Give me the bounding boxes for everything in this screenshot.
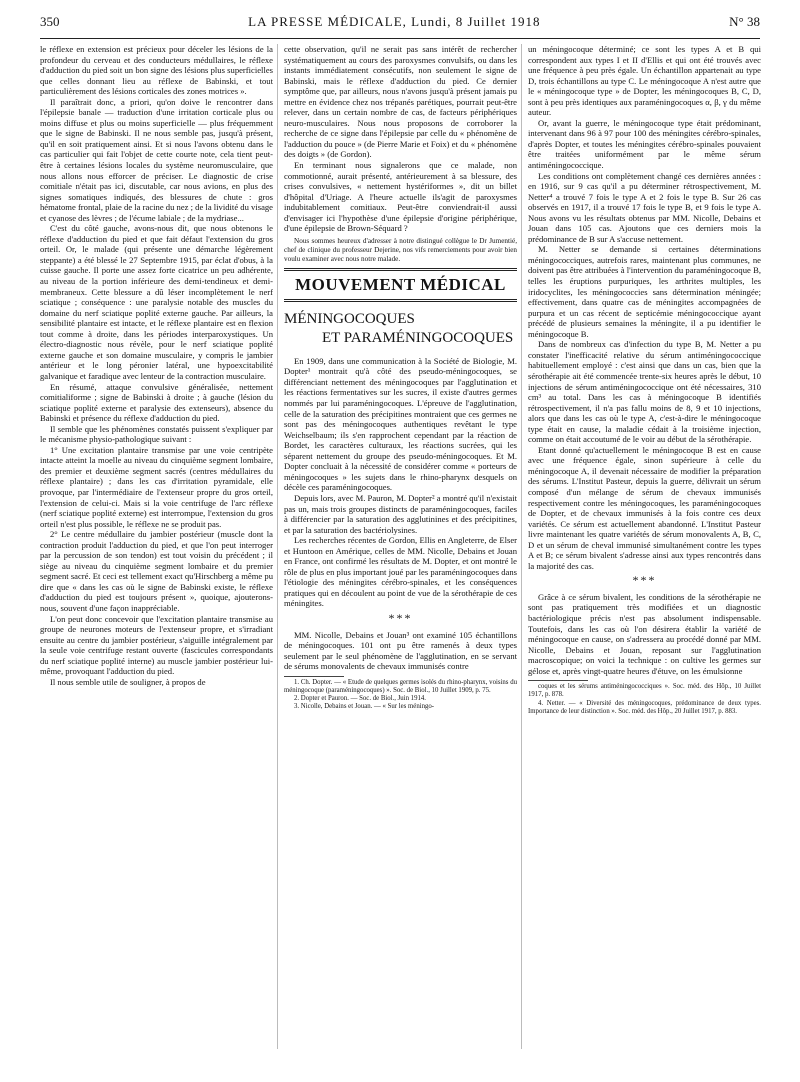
- paragraph: Depuis lors, avec M. Pauron, M. Dopter² a montré qu'il n'existait pas un, mais trois groupes distincts de paraméningocoques, faciles à différencier par la saturation des agglutinines et des précipitines, et par la saturation des bactériolysines.: [284, 492, 517, 535]
- section-title: MOUVEMENT MÉDICAL: [284, 268, 517, 302]
- article-title-line1: MÉNINGOCOQUES: [284, 310, 415, 327]
- acknowledgement: Nous sommes heureux d'adresser à notre distingué collègue le Dr Jumentié, chef de clinique du professeur Dejerine, nos vifs remerciements pour avoir bien voulu examiner avec nous notre malade.: [284, 236, 517, 263]
- column-divider: [277, 44, 278, 1049]
- paragraph: En résumé, attaque convulsive généralisée, nettement comitialiforme ; signe de Babinski à droite ; à gauche (lésion du sciatique poplité externe et paralysie des extenseurs), absence du Babinski et présence du réflexe d'adduction du pied.: [40, 381, 273, 424]
- article-title: [284, 310, 517, 348]
- paragraph: C'est du côté gauche, avons-nous dit, que nous obtenons le réflexe d'adduction du pied et que fait défaut l'extension du gros orteil. Or, le malade (qui présente une démarche légèrement steppante) a été blessé le 27 Septembre 1915, par éclat d'obus, à la cuisse gauche. Il porte une assez forte cicatrice un peu adhérente, au niveau de la portion inférieure des demi-tendineux et demi-membraneux. Cette blessure a dû léser incomplètement le nerf sciatique ; conséquence : une paralysie notable des muscles du domaine du nerf sciatique poplité externe gauche. Par ailleurs, la sensibilité plantaire est intacte, et le réflexe plantaire est en flexion tout comme à droite, dans les périodes interparoxystiques. Un électro-diagnostic nous révèle, pour le nerf sciatique poplité externe gauche et son domaine musculaire, y compris le jambier antérieur et le long péronier latéral, une hypoexcitabilité galvanique et faradique avec lenteur de la contraction musculaire.: [40, 223, 273, 381]
- column-1: [40, 44, 273, 687]
- paragraph: En 1909, dans une communication à la Société de Biologie, M. Dopter¹ montrait qu'à côté des pseudo-méningocoques, se différenciant nettement des méningocoques par l'agglutination et les réactions fermentatives sur les sucres, il existe d'autres germes nommés par lui paraméningocoques. L'épreuve de l'agglutination, celle de la saturation des précipitines montraient que ces germes ne sont pas des méningocoques authentiques revêtant le type Weichselbaum; ils s'en rapprochent cependant par la réaction de Bordet, les caractères culturaux, les réactions sucrées, qui les séparent nettement du groupe des pseudo-méningocoques. Et M. Dopter concluait à la nécessité de considérer comme « porteurs de méningocoques » les sujets dans le rhino-pharynx desquels on décèle ces paraméningocoques.: [284, 355, 517, 493]
- footnote: 3. Nicolle, Debains et Jouan. — « Sur les méningo-: [294, 703, 435, 711]
- footnote: 4. Netter. — « Diversité des méningocoques, prédominance de deux types. Importance de leur distinction ». Soc. méd. des Hôp., 20 Juillet 1917, p. 883.: [528, 699, 761, 715]
- footnote: coques et les sérums antiméningococciques ». Soc. méd. des Hôp., 10 Juillet 1917, p. 878.: [528, 683, 761, 699]
- paragraph: Les recherches récentes de Gordon, Ellis en Angleterre, de Elser et Huntoon en Amérique, celles de MM. Nicolle, Debains et Jouan en France, ont confirmé les résultats de M. Dopter, et ont montré le rôle de plus en plus important joué par les paraméningocoques dans l'étiologie des méningites cérébro-spinales, et les conséquences pratiques qui en découlent au point de vue de la sérothérapie de ces méningites.: [284, 535, 517, 609]
- paragraph: En terminant nous signalerons que ce malade, non commotionné, aurait présenté, antérieurement à sa blessure, des crises convulsives, « nettement hystériformes », dit un billet d'hôpital d'Uriage. A l'heure actuelle ils'agit de paroxysmes indubitablement comitiaux. Peut-être conviendrait-il aussi d'envisager ici l'hypothèse d'une épilepsie d'origine périphérique, d'une épilepsie de Brown-Séquard ?: [284, 160, 517, 234]
- paragraph: Il paraîtrait donc, a priori, qu'on doive le rencontrer dans l'épilepsie banale — traduction d'une irritation corticale plus ou moins diffuse et plus ou moins superficielle — plus fréquemment que le signe de Babinski. Il ne nous semble pas, jusqu'à présent, qu'il en soit pratiquement ainsi. Et si nous l'avons obtenu dans le cas particulier qui fait l'objet de cette courte note, cela tient peut-être à certaines lésions locales du système neuromusculaire, que nous allons nous efforcer de préciser. Le diagnostic de crise comitiale n'était pas ici, discutable, car nous avions, en plus des signes somatiques indiqués, des blessures de chute : gros hématome frontal, plaie de la racine du nez ; de la lividité du visage et cyanose des lèvres ; de l'écume labiale ; de la mydriase...: [40, 96, 273, 223]
- footnote: 2. Dopter et Pauron. — Soc. de Biol., Juin 1914.: [294, 695, 426, 703]
- paragraph: le réflexe en extension est précieux pour déceler les lésions de la profondeur du cerveau et des conducteurs médullaires, le réflexe d'adduction du pied soit un bon signe des lésions plus superficielles que celles donnant lieu au réflexe de Babinski, et tout particulièrement des lésions corticales des zones motrices ».: [40, 44, 273, 97]
- paragraph: Il semble que les phénomènes constatés puissent s'expliquer par le mécanisme physio-pathologique suivant :: [40, 423, 273, 445]
- column-3: [528, 44, 761, 716]
- paragraph: Or, avant la guerre, le méningocoque type était prédominant, intervenant dans 96 à 97 pour 100 des méningites cérébro-spinales, d'après Dopter, et toutes les méningites cérébro-spinales pouvaient être traitées uniformément par le même sérum antiméningococcique.: [528, 117, 761, 171]
- paragraph: 2° Le centre médullaire du jambier postérieur (muscle dont la contraction produit l'adduction du pied, et que l'on peut interroger par la percussion de son tendon) est tout voisin du précédent ; il siège au niveau du cinquième segment lombaire et du premier segment sacré. Et ceci est tellement exact qu'Hirschberg a même pu dire que « dans les cas où le signe de Babinski existe, le réflexe d'adduction du pied est toujours présent », quoique, ajouterons-nous, souvent d'une façon inappréciable.: [40, 529, 273, 613]
- section-separator-stars: ***: [388, 610, 413, 625]
- paragraph: Grâce à ce sérum bivalent, les conditions de la sérothérapie ne sont pas pratiquement très modifiées et un diagnostic bactériologique précis n'est pas absolument indispensable. Toutefois, dans les cas où l'on désirera établir la variété de méningocoque en cause, on s'adressera au procédé donné par MM. Nicolle, Debains et Jouan, reposant sur l'agglutination macroscopique; on voici la technique : on cultive les germes sur gélose et, après vingt-quatre heures d'étuve, on les émulsionne: [528, 591, 761, 676]
- paragraph: M. Netter se demande si certaines déterminations méningococciques, autrefois rares, maintenant plus communes, ne doivent pas être attribuées à l'intervention du paraméningocoque B, telles les éruptions purpuriques, les arthrites multiples, les iridocyclites, les méningococcies sans détermination méningée; effectivement, dans quatre cas de méningites accompagnées de purpura et un cas récent de septicémie méningococcique ayant précédé de plusieurs semaines la méningite, il a pu identifier le méningocoque B.: [528, 244, 761, 339]
- paragraph: Dans de nombreux cas d'infection du type B, M. Netter a pu constater l'inefficacité relative du sérum antiméningococcique habituellement employé : c'est ainsi que dans un cas, bien que la sérothérapie ait été commencée trente-six heures après le début, 10 injections de sérum antiméningococcique ont été nécessaires, 310 cm³ au total. Dans les cas à méningocoque B identifiés rétrospectivement, il n'a pas fallu moins de 8, 9 et 10 injections, alors que dans les cas où le type A, c'est-à-dire le méningocoque type était en cause, la maladie cédait à la troisième injection, comme on était accoutumé de le voir au début de la sérothérapie.: [528, 339, 761, 445]
- header-rule: [40, 38, 760, 39]
- page-header: [40, 14, 760, 36]
- column-divider: [521, 44, 522, 1049]
- column-2: [284, 44, 517, 712]
- paragraph: un méningocoque déterminé; ce sont les types A et B qui correspondent aux types I et II d'Ellis et qui ont été trouvés avec une fréquence à peu près égale. Un échantillon appartenait au type D, trois échantillons au type C. Le méningocoque A n'est autre que le « méningocoque type » de Dopter, les méningocoques B, C, D, sont à peu près identiques aux paraméningocoques α, β, γ du même auteur.: [528, 44, 761, 118]
- paragraph: Etant donné qu'actuellement le méningocoque B est en cause avec une fréquence égale, sinon supérieure à celle du méningocoque A, il devenait nécessaire de modifier la préparation des sérums. L'Institut Pasteur, depuis la guerre, délivrait un sérum composé d'un mélange de sérum de chevaux immunisés respectivement contre les méningocoques, les paraméningocoques de Dopter, et de chevaux immunisés à la fois contre ces deux variétés. Ce sérum est actuellement abandonné. L'Institut Pasteur livre maintenant les quatre variétés de sérum monovalents A, B, C, D et un sérum de cheval immunisé simultanément contre les types A et B; ce sérum bivalent s'adresse ainsi aux types rencontrés dans la majorité des cas.: [528, 444, 761, 571]
- article-title-line2: ET PARAMÉNINGOCOQUES: [322, 329, 514, 346]
- issue-number: N° 38: [729, 14, 760, 29]
- page-number: 350: [40, 14, 60, 29]
- paragraph: cette observation, qu'il ne serait pas sans intérêt de rechercher systématiquement au cours des paroxysmes convulsifs, ou dans les instants immédiatement consécutifs, non seulement le signe de Babinski, mais le réflexe d'adduction du pied. Ce dernier symptôme que, par ailleurs, nous n'avons jusqu'à présent jamais pu mettre en évidence chez nos trépanés parétiques, pourrait peut-être relever, dans un certain nombre de cas, de facteurs périphériques neuro-musculaires. Nous nous proposons de corroborer la recherche de ce signe dans l'épilepsie par celle du « phénomène de l'adduction du pouce » (de Pierre Marie et Foix) et du « phénomène des doigts » (de Gordon).: [284, 44, 517, 160]
- paragraph: L'on peut donc concevoir que l'excitation plantaire transmise au groupe de neurones moteurs de l'extenseur propre, et s'irradiant ensuite au centre du jambier postérieur, s'aiguille intégralement par la seule voie centrifuge restant ouverte (fascicules correspondants du nerf sciatique poplité interne) au muscle jambier postérieur lui-même, provoquant l'adduction du pied.: [40, 613, 273, 677]
- footnote-rule: [528, 680, 588, 681]
- paragraph: 1° Une excitation plantaire transmise par une voie centripète intacte atteint la moelle au niveau du cinquième segment lombaire, des premier et deuxième segment sacrés (centres médullaires du réflexe plantaire) ; dans les cas d'irritation pyramidale, elle provoque, par l'intermédiaire de l'extenseur propre du gros orteil, l'extension de celui-ci. Mais si la voie centrifuge de l'arc réflexe (nerf sciatique poplité externe) est interrompue, l'extension du gros orteil n'est plus possible, le réflexe ne se produit pas.: [40, 444, 273, 529]
- journal-title: LA PRESSE MÉDICALE, Lundi, 8 Juillet 1918: [248, 14, 541, 29]
- paragraph: MM. Nicolle, Debains et Jouan³ ont examiné 105 échantillons de méningocoques. 101 ont pu être ramenés à deux types seulement par le seul phénomène de l'agglutination, en se servant de sérums monovalents de chevaux immunisés contre: [284, 629, 517, 672]
- footnote: 1. Ch. Dopter. — « Etude de quelques germes isolés du rhino-pharynx, voisins du méningocoque (paraméningocoques) ». Soc. de Biol., 10 Juillet 1909, p. 75.: [284, 678, 517, 694]
- paragraph: Il nous semble utile de souligner, à propos de: [50, 676, 206, 687]
- footnote-rule: [284, 676, 344, 677]
- section-separator-stars: ***: [632, 573, 657, 588]
- paragraph: Les conditions ont complètement changé ces dernières années : en 1916, sur 9 cas qu'il a pu déterminer rétrospectivement, M. Netter⁴ a trouvé 7 fois le type A et 2 fois le type B. Sur 26 cas observés en 1917, il a trouvé 17 fois le type B, et 9 fois le type A. Nous avons vu les résultats obtenus par MM. Nicolle, Debains et Jouan dans 105 cas. Ajoutons que ces derniers mois la prédominance de B sur A s'accuse nettement.: [528, 170, 761, 244]
